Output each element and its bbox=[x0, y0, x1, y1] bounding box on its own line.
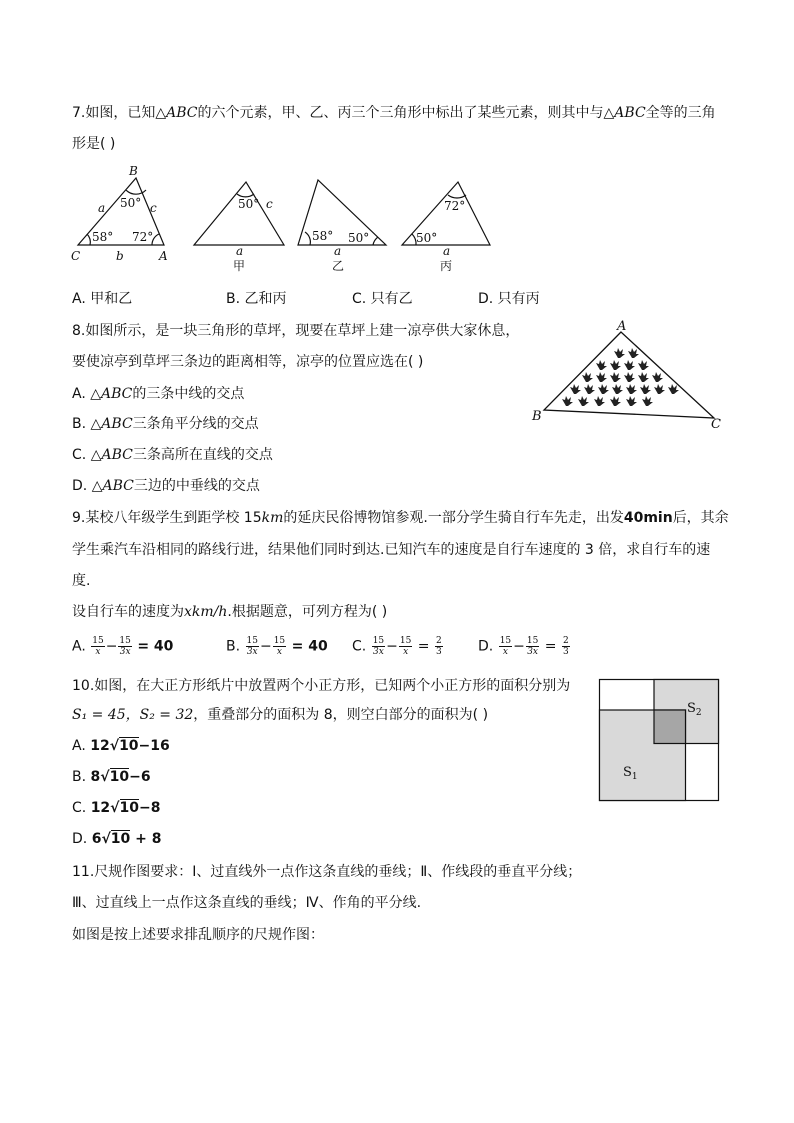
svg-text:c: c bbox=[266, 197, 273, 211]
grass-tuft-icon bbox=[626, 384, 637, 394]
q8-option-b[interactable]: B. △ABC三条角平分线的交点 bbox=[72, 416, 259, 432]
grass-tuft-icon bbox=[624, 360, 635, 370]
q10-option-a[interactable]: A. 12√10−16 bbox=[72, 738, 170, 754]
q7-stem-line2: 形是( ) bbox=[72, 136, 116, 152]
grass-tuft-icon bbox=[562, 396, 573, 406]
svg-text:c: c bbox=[150, 201, 157, 215]
grass-tuft-icon bbox=[638, 360, 649, 370]
grass-tuft-icon bbox=[640, 384, 651, 394]
svg-text:72°: 72° bbox=[132, 230, 154, 244]
q8-option-a[interactable]: A. △ABC的三条中线的交点 bbox=[72, 386, 245, 402]
grass-tuft-icon bbox=[596, 372, 607, 382]
grass-tuft-icon bbox=[614, 348, 625, 358]
q8-stem-line2: 要使凉亭到草坪三条边的距离相等，凉亭的位置应选在( ) bbox=[72, 354, 424, 370]
q10-line2: S₁ = 45，S₂ = 32，重叠部分的面积为 8，则空白部分的面积为( ) bbox=[72, 707, 489, 723]
svg-text:甲: 甲 bbox=[233, 259, 246, 273]
overlap-region bbox=[654, 710, 686, 744]
q10-line1: 10.如图，在大正方形纸片中放置两个小正方形，已知两个小正方形的面积分别为 bbox=[72, 678, 571, 694]
grass-tuft-icon bbox=[578, 396, 589, 406]
svg-text:72°: 72° bbox=[444, 199, 466, 213]
q9-line3: 度. bbox=[72, 573, 91, 589]
q11-line3: 如图是按上述要求排乱顺序的尺规作图： bbox=[72, 927, 324, 943]
grass-tuft-icon bbox=[610, 360, 621, 370]
triangle-jia bbox=[194, 182, 284, 245]
q8-option-d[interactable]: D. △ABC三边的中垂线的交点 bbox=[72, 478, 260, 494]
q9-option-b[interactable]: B. $\frac{15}{3x}$ − $\frac{15}{x}$ = 40 bbox=[226, 636, 328, 657]
svg-text:a: a bbox=[443, 244, 451, 258]
grass-tuft-icon bbox=[570, 384, 581, 394]
svg-text:乙: 乙 bbox=[332, 259, 345, 273]
q10-squares-figure bbox=[598, 678, 722, 804]
grass-tuft-icon bbox=[610, 372, 621, 382]
svg-text:a: a bbox=[334, 244, 342, 258]
q7-stem-line1: 7.如图，已知△ABC的六个元素，甲、乙、丙三个三角形中标出了某些元素，则其中与△ABC全等的三角 bbox=[72, 105, 716, 121]
q9-line1: 9.某校八年级学生到距学校 15km的延庆民俗博物馆参观.一部分学生骑自行车先走，出发40min后，其余 bbox=[72, 510, 729, 526]
svg-text:S2: $S_2$ bbox=[687, 701, 702, 718]
grass-tuft-icon bbox=[594, 396, 605, 406]
q10-option-c[interactable]: C. 12√10−8 bbox=[72, 800, 161, 816]
svg-text:50°: 50° bbox=[120, 196, 142, 210]
svg-text:S1: $S_1$ bbox=[623, 765, 638, 782]
svg-text:a: a bbox=[236, 244, 244, 258]
q7-option-a[interactable]: A. 甲和乙 bbox=[72, 291, 133, 307]
grass-tuft-icon bbox=[642, 396, 653, 406]
q9-line2: 学生乘汽车沿相同的路线行进，结果他们同时到达.已知汽车的速度是自行车速度的 3 倍，求自行车的速 bbox=[72, 542, 711, 558]
q7-figure bbox=[66, 162, 506, 278]
q8-lawn-figure bbox=[528, 318, 728, 436]
svg-text:B: B bbox=[129, 164, 138, 178]
q9-option-d[interactable]: D. $\frac{15}{x}$ − $\frac{15}{3x}$ = $\frac{2}{3}$ bbox=[478, 636, 569, 657]
svg-text:A: A bbox=[159, 249, 168, 263]
grass-tuft-icon bbox=[624, 372, 635, 382]
svg-text:a: a bbox=[98, 201, 106, 215]
svg-text:58°: 58° bbox=[312, 229, 334, 243]
svg-text:50°: 50° bbox=[238, 197, 260, 211]
grass-tuft-icon bbox=[654, 384, 665, 394]
grass-tuft-icon bbox=[584, 384, 595, 394]
svg-text:50°: 50° bbox=[348, 231, 370, 245]
q11-line1: 11.尺规作图要求：Ⅰ、过直线外一点作这条直线的垂线；Ⅱ、作线段的垂直平分线； bbox=[72, 864, 582, 880]
svg-text:丙: 丙 bbox=[440, 259, 453, 273]
q10-option-b[interactable]: B. 8√10−6 bbox=[72, 769, 151, 785]
svg-text:b: b bbox=[116, 249, 124, 263]
svg-text:58°: 58° bbox=[92, 230, 114, 244]
svg-text:B: B bbox=[532, 409, 542, 424]
grass-tuft-icon bbox=[652, 372, 663, 382]
svg-text:50°: 50° bbox=[416, 231, 438, 245]
svg-text:C: C bbox=[71, 249, 81, 263]
q11-line2: Ⅲ、过直线上一点作这条直线的垂线；Ⅳ、作角的平分线. bbox=[72, 895, 422, 911]
grass-tuft-icon bbox=[596, 360, 607, 370]
q7-option-c[interactable]: C. 只有乙 bbox=[352, 291, 413, 307]
grass-tuft-icon bbox=[638, 372, 649, 382]
q8-stem-line1: 8.如图所示，是一块三角形的草坪，现要在草坪上建一凉亭供大家休息， bbox=[72, 323, 520, 339]
q9-option-c[interactable]: C. $\frac{15}{3x}$ − $\frac{15}{x}$ = $\frac{2}{3}$ bbox=[352, 636, 442, 657]
q9-line4: 设自行车的速度为xkm/h.根据题意，可列方程为( ) bbox=[72, 604, 388, 620]
q7-option-b[interactable]: B. 乙和丙 bbox=[226, 291, 287, 307]
q8-option-c[interactable]: C. △ABC三条高所在直线的交点 bbox=[72, 447, 273, 463]
svg-text:C: C bbox=[711, 417, 721, 432]
svg-text:A: A bbox=[617, 319, 627, 334]
grass-tuft-icon bbox=[598, 384, 609, 394]
q7-option-d[interactable]: D. 只有丙 bbox=[478, 291, 540, 307]
grass-tuft-icon bbox=[610, 396, 621, 406]
grass-tuft-icon bbox=[626, 396, 637, 406]
q10-option-d[interactable]: D. 6√10 + 8 bbox=[72, 831, 162, 847]
grass-tuft-icon bbox=[628, 348, 639, 358]
grass-tuft-icon bbox=[612, 384, 623, 394]
grass-tuft-icon bbox=[668, 384, 679, 394]
grass-tuft-icon bbox=[582, 372, 593, 382]
q9-option-a[interactable]: A. $\frac{15}{x}$ − $\frac{15}{3x}$ = 40 bbox=[72, 636, 174, 657]
